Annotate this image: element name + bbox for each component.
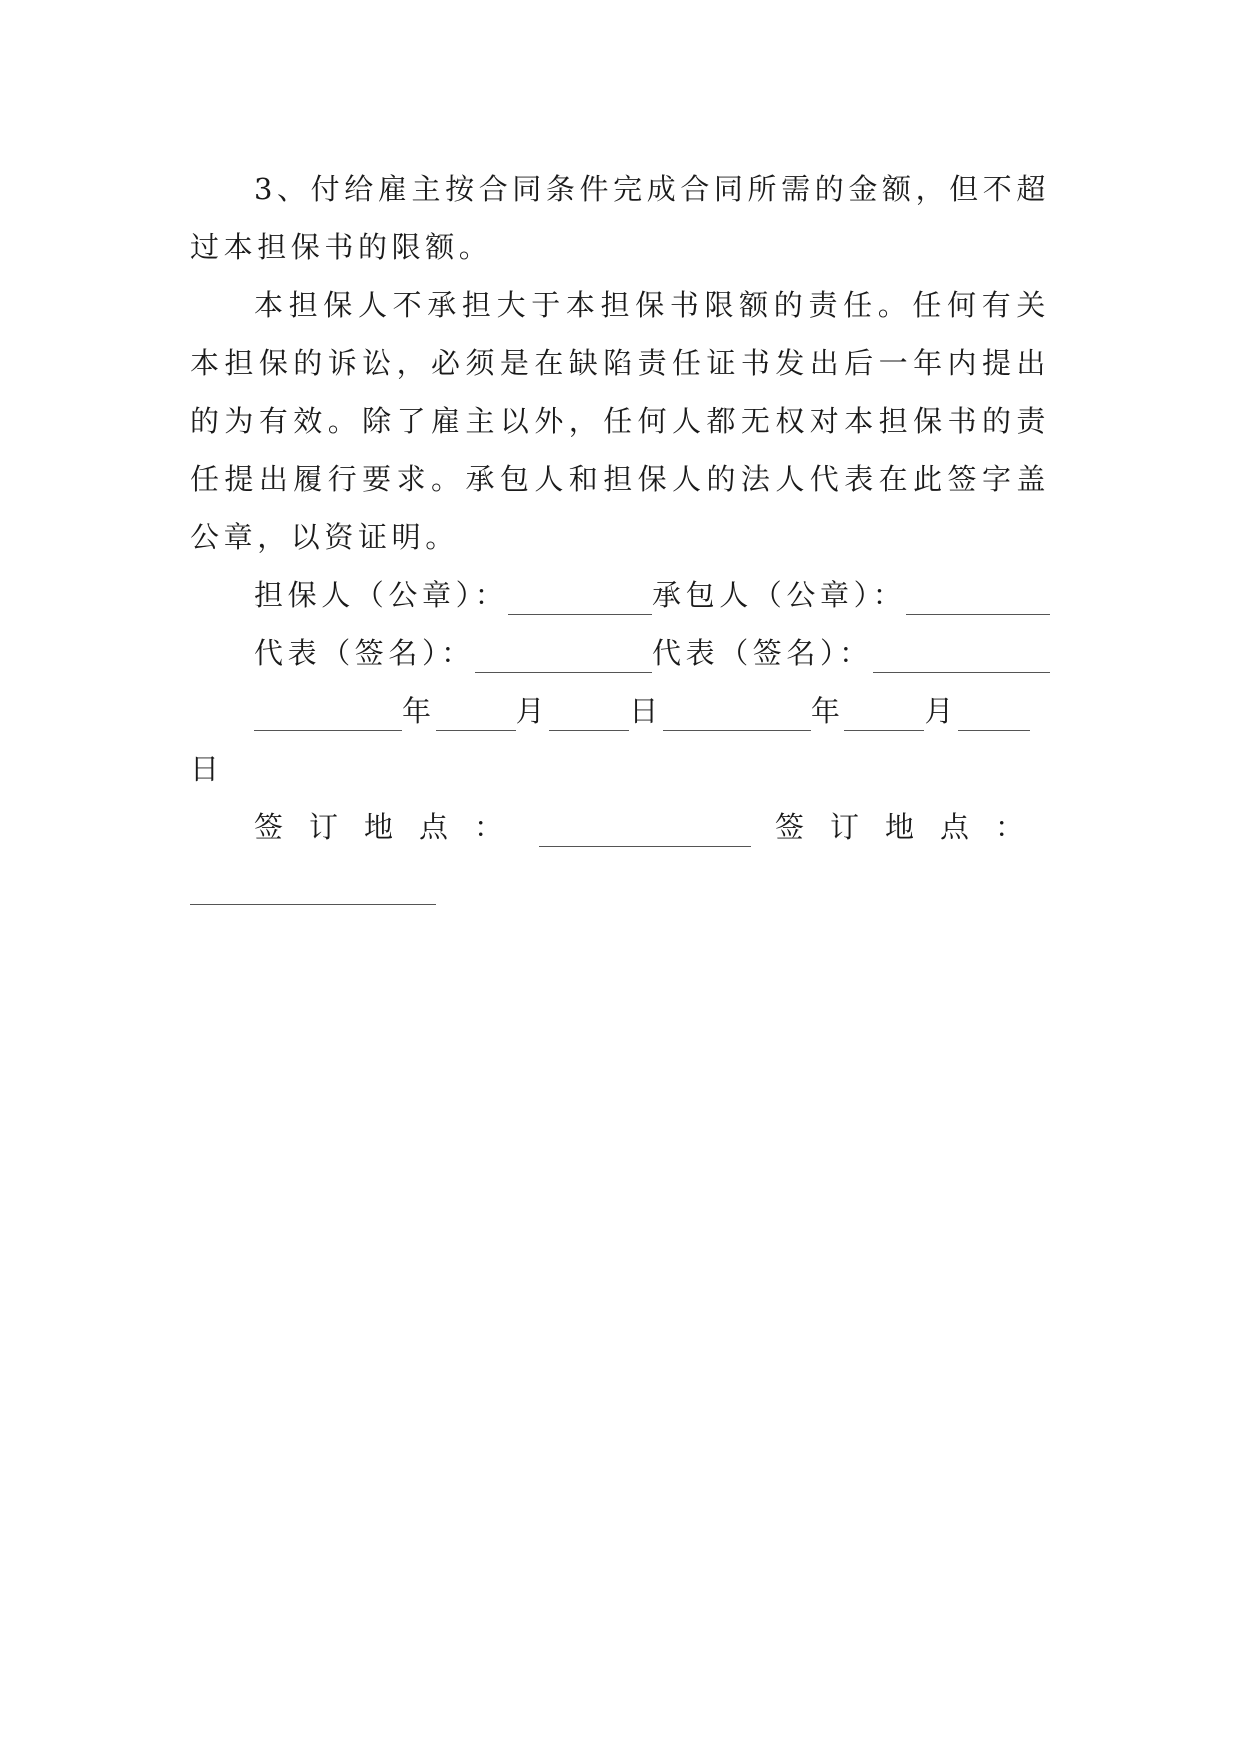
month-blank-2[interactable] xyxy=(844,702,924,731)
paragraph-item-3: 3、付给雇主按合同条件完成合同所需的金额，但不超过本担保书的限额。 xyxy=(190,172,1050,264)
day-blank-2[interactable] xyxy=(958,702,1030,731)
year-blank-2[interactable] xyxy=(663,702,811,731)
contractor-rep-blank[interactable] xyxy=(873,644,1050,673)
year-label-2: 年 xyxy=(810,694,845,728)
contractor-seal-blank[interactable] xyxy=(906,586,1050,615)
place-blank-right[interactable] xyxy=(190,876,436,905)
place-blank-left[interactable] xyxy=(539,818,751,847)
month-label-2: 月 xyxy=(924,694,959,728)
signature-row-seal xyxy=(190,566,1050,624)
day-label-1: 日 xyxy=(629,694,663,728)
day-label-2: 日 xyxy=(190,752,220,786)
month-label-1: 月 xyxy=(515,694,550,728)
contractor-seal-label: 承包人（公章）： xyxy=(652,578,907,612)
guarantor-rep-blank[interactable] xyxy=(475,644,652,673)
place-row xyxy=(190,798,1050,856)
paragraph-liability: 本担保人不承担大于本担保书限额的责任。任何有关本担保的诉讼，必须是在缺陷责任证书发出后一年内提出的为有效。除了雇主以外，任何人都无权对本担保书的责任提出履行要求。承包人和担保人的法人代表在此签字盖公章，以资证明。 xyxy=(190,288,1050,554)
year-label-1: 年 xyxy=(402,694,436,728)
signature-row-representative xyxy=(190,624,1050,682)
guarantor-rep-label: 代表（签名）： xyxy=(254,636,475,670)
document-page xyxy=(190,160,1050,914)
date-row-wrap xyxy=(190,740,1050,798)
place-row-wrap xyxy=(190,856,1050,914)
day-blank-1[interactable] xyxy=(549,702,629,731)
year-blank-1[interactable] xyxy=(254,702,402,731)
date-row xyxy=(190,682,1050,740)
place-label-right: 签订地点： xyxy=(774,810,1050,844)
contractor-rep-label: 代表（签名）： xyxy=(652,636,873,670)
guarantor-seal-blank[interactable] xyxy=(508,586,652,615)
place-label-left: 签订地点： xyxy=(254,810,530,844)
month-blank-1[interactable] xyxy=(436,702,516,731)
guarantor-seal-label: 担保人（公章）： xyxy=(254,578,509,612)
